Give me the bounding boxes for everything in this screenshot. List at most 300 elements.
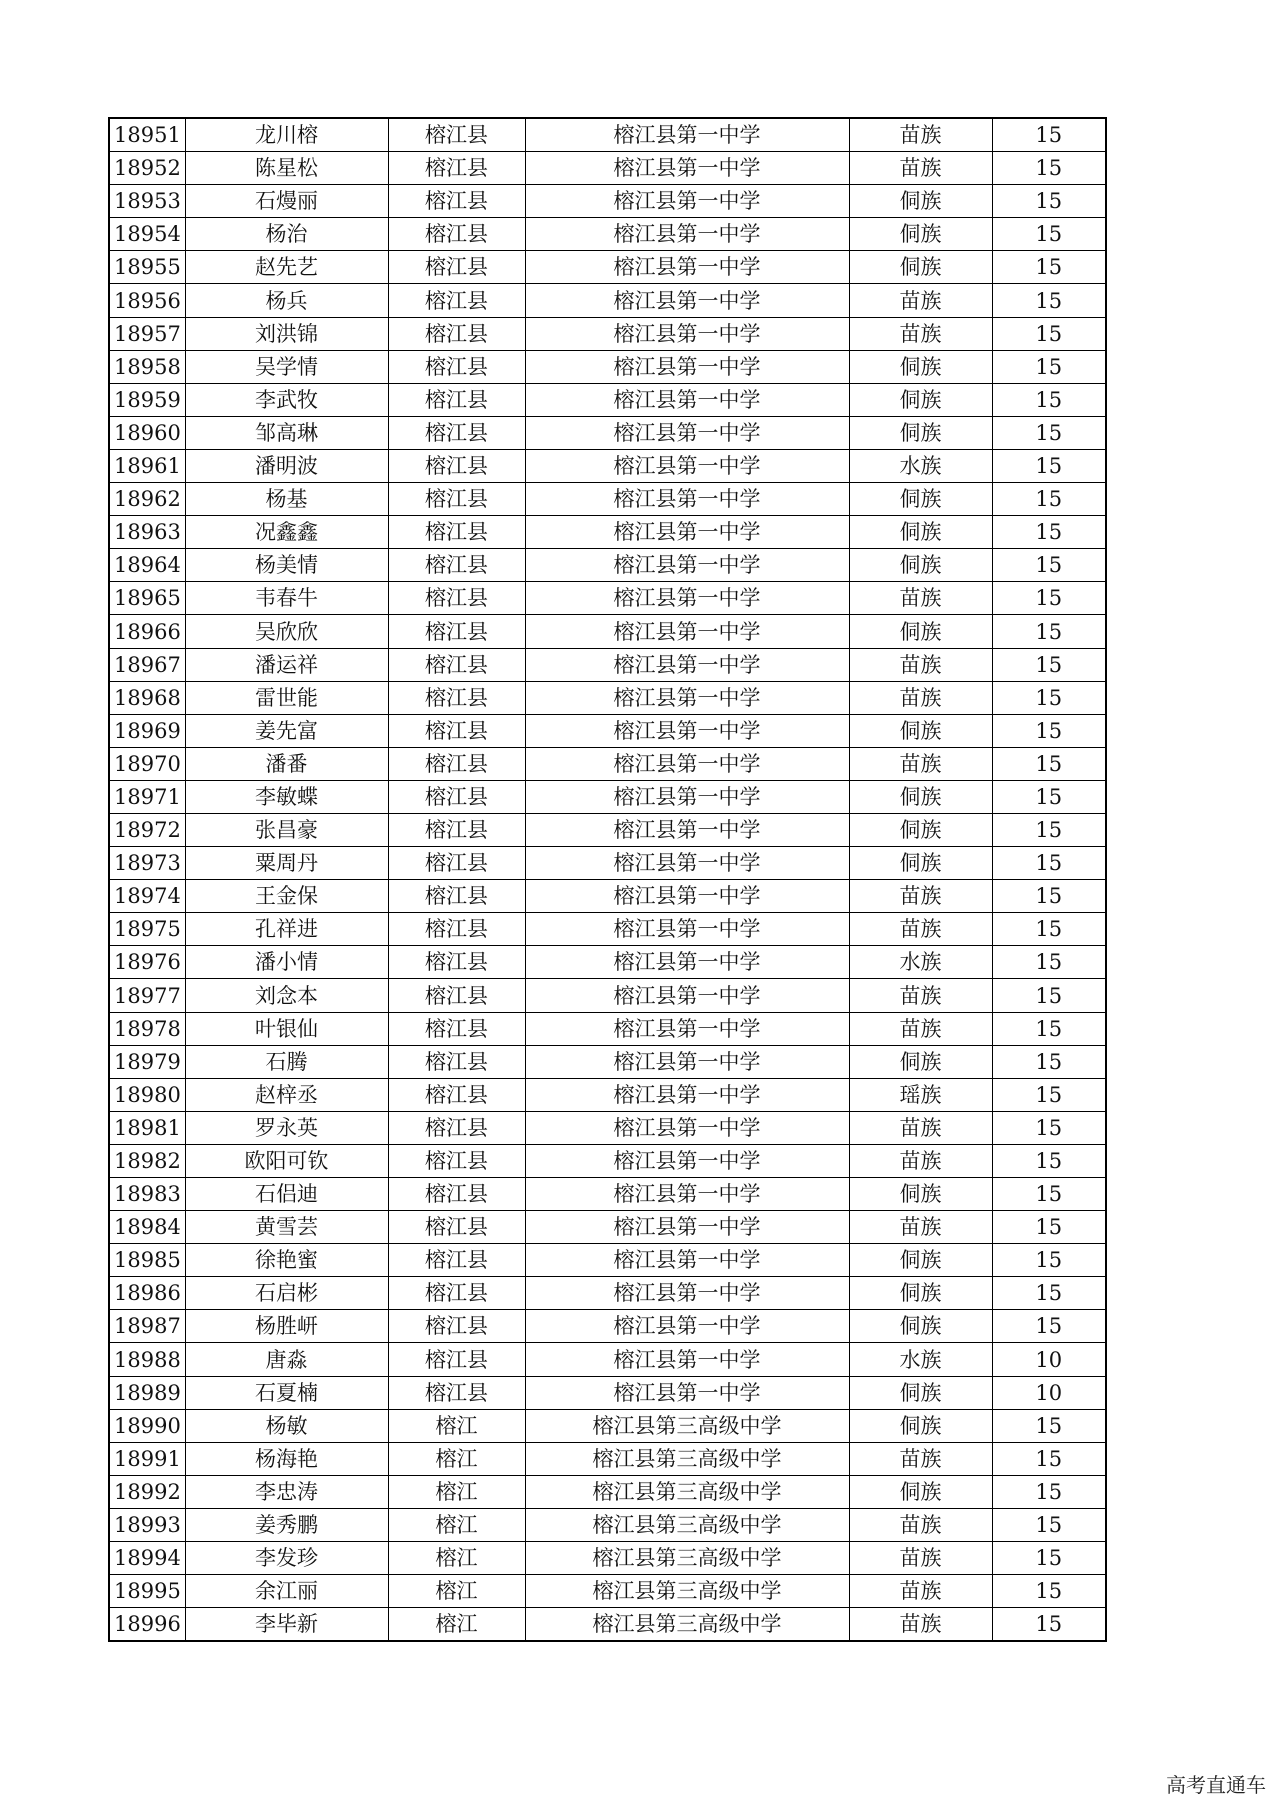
county-cell: 榕江县: [388, 1012, 525, 1045]
score-cell: 15: [992, 549, 1106, 582]
table-row: [109, 1078, 1106, 1111]
table-row: [109, 1244, 1106, 1277]
score-cell: 15: [992, 152, 1106, 185]
score-cell: 15: [992, 416, 1106, 449]
county-cell: 榕江县: [388, 1310, 525, 1343]
school-cell: 榕江县第三高级中学: [525, 1575, 849, 1608]
score-cell: 15: [992, 1409, 1106, 1442]
score-cell: 15: [992, 118, 1106, 152]
id-cell: 18960: [109, 416, 185, 449]
ethnicity-cell: 苗族: [849, 1442, 992, 1475]
id-cell: 18952: [109, 152, 185, 185]
score-cell: 15: [992, 1475, 1106, 1508]
school-cell: 榕江县第一中学: [525, 251, 849, 284]
score-cell: 15: [992, 813, 1106, 846]
school-cell: 榕江县第一中学: [525, 483, 849, 516]
county-cell: 榕江县: [388, 1045, 525, 1078]
id-cell: 18961: [109, 449, 185, 482]
name-cell: 孔祥进: [185, 913, 388, 946]
ethnicity-cell: 苗族: [849, 1211, 992, 1244]
county-cell: 榕江县: [388, 979, 525, 1012]
county-cell: 榕江县: [388, 1244, 525, 1277]
county-cell: 榕江县: [388, 1144, 525, 1177]
name-cell: 杨治: [185, 218, 388, 251]
table-row: [109, 416, 1106, 449]
school-cell: 榕江县第一中学: [525, 648, 849, 681]
id-cell: 18991: [109, 1442, 185, 1475]
county-cell: 榕江县: [388, 780, 525, 813]
ethnicity-cell: 侗族: [849, 1178, 992, 1211]
county-cell: 榕江县: [388, 913, 525, 946]
name-cell: 陈星松: [185, 152, 388, 185]
school-cell: 榕江县第一中学: [525, 1178, 849, 1211]
score-cell: 15: [992, 350, 1106, 383]
id-cell: 18963: [109, 516, 185, 549]
name-cell: 石启彬: [185, 1277, 388, 1310]
id-cell: 18970: [109, 747, 185, 780]
school-cell: 榕江县第一中学: [525, 1277, 849, 1310]
ethnicity-cell: 苗族: [849, 747, 992, 780]
ethnicity-cell: 苗族: [849, 1111, 992, 1144]
score-cell: 15: [992, 383, 1106, 416]
county-cell: 榕江县: [388, 317, 525, 350]
score-cell: 15: [992, 880, 1106, 913]
county-cell: 榕江: [388, 1508, 525, 1541]
score-cell: 15: [992, 780, 1106, 813]
id-cell: 18981: [109, 1111, 185, 1144]
county-cell: 榕江县: [388, 118, 525, 152]
table-row: [109, 185, 1106, 218]
score-cell: 15: [992, 615, 1106, 648]
ethnicity-cell: 苗族: [849, 1508, 992, 1541]
name-cell: 潘运祥: [185, 648, 388, 681]
school-cell: 榕江县第一中学: [525, 615, 849, 648]
county-cell: 榕江县: [388, 582, 525, 615]
score-cell: 15: [992, 979, 1106, 1012]
table-body: [109, 118, 1106, 1641]
score-cell: 15: [992, 714, 1106, 747]
school-cell: 榕江县第一中学: [525, 714, 849, 747]
county-cell: 榕江县: [388, 880, 525, 913]
table-row: [109, 1211, 1106, 1244]
ethnicity-cell: 苗族: [849, 1144, 992, 1177]
id-cell: 18967: [109, 648, 185, 681]
table-row: [109, 1045, 1106, 1078]
school-cell: 榕江县第三高级中学: [525, 1475, 849, 1508]
school-cell: 榕江县第一中学: [525, 1244, 849, 1277]
score-cell: 15: [992, 1078, 1106, 1111]
county-cell: 榕江县: [388, 714, 525, 747]
name-cell: 杨海艳: [185, 1442, 388, 1475]
score-cell: 15: [992, 747, 1106, 780]
table-row: [109, 615, 1106, 648]
score-cell: 15: [992, 317, 1106, 350]
id-cell: 18972: [109, 813, 185, 846]
name-cell: 欧阳可钦: [185, 1144, 388, 1177]
school-cell: 榕江县第一中学: [525, 1111, 849, 1144]
score-cell: 15: [992, 681, 1106, 714]
name-cell: 李敏蝶: [185, 780, 388, 813]
table-row: [109, 1475, 1106, 1508]
table-row: [109, 218, 1106, 251]
ethnicity-cell: 侗族: [849, 714, 992, 747]
county-cell: 榕江: [388, 1608, 525, 1642]
school-cell: 榕江县第一中学: [525, 1078, 849, 1111]
county-cell: 榕江: [388, 1542, 525, 1575]
school-cell: 榕江县第一中学: [525, 218, 849, 251]
ethnicity-cell: 侗族: [849, 615, 992, 648]
score-cell: 15: [992, 483, 1106, 516]
school-cell: 榕江县第一中学: [525, 516, 849, 549]
id-cell: 18990: [109, 1409, 185, 1442]
ethnicity-cell: 苗族: [849, 913, 992, 946]
name-cell: 龙川榕: [185, 118, 388, 152]
name-cell: 况鑫鑫: [185, 516, 388, 549]
ethnicity-cell: 侗族: [849, 483, 992, 516]
id-cell: 18986: [109, 1277, 185, 1310]
county-cell: 榕江县: [388, 1111, 525, 1144]
name-cell: 吴学情: [185, 350, 388, 383]
school-cell: 榕江县第三高级中学: [525, 1542, 849, 1575]
id-cell: 18992: [109, 1475, 185, 1508]
score-cell: 15: [992, 946, 1106, 979]
id-cell: 18957: [109, 317, 185, 350]
school-cell: 榕江县第一中学: [525, 1144, 849, 1177]
ethnicity-cell: 苗族: [849, 582, 992, 615]
ethnicity-cell: 侗族: [849, 780, 992, 813]
table-row: [109, 350, 1106, 383]
county-cell: 榕江县: [388, 1211, 525, 1244]
county-cell: 榕江: [388, 1409, 525, 1442]
county-cell: 榕江县: [388, 1078, 525, 1111]
score-cell: 15: [992, 1442, 1106, 1475]
school-cell: 榕江县第一中学: [525, 747, 849, 780]
id-cell: 18975: [109, 913, 185, 946]
name-cell: 石腾: [185, 1045, 388, 1078]
name-cell: 石夏楠: [185, 1376, 388, 1409]
score-cell: 15: [992, 1277, 1106, 1310]
ethnicity-cell: 苗族: [849, 152, 992, 185]
id-cell: 18978: [109, 1012, 185, 1045]
school-cell: 榕江县第一中学: [525, 1045, 849, 1078]
school-cell: 榕江县第一中学: [525, 449, 849, 482]
school-cell: 榕江县第三高级中学: [525, 1508, 849, 1541]
id-cell: 18966: [109, 615, 185, 648]
table-row: [109, 880, 1106, 913]
name-cell: 罗永英: [185, 1111, 388, 1144]
name-cell: 余江丽: [185, 1575, 388, 1608]
table-row: [109, 847, 1106, 880]
score-cell: 10: [992, 1376, 1106, 1409]
name-cell: 徐艳蜜: [185, 1244, 388, 1277]
table-row: [109, 1277, 1106, 1310]
score-cell: 15: [992, 1575, 1106, 1608]
county-cell: 榕江: [388, 1475, 525, 1508]
id-cell: 18980: [109, 1078, 185, 1111]
id-cell: 18993: [109, 1508, 185, 1541]
score-cell: 15: [992, 218, 1106, 251]
school-cell: 榕江县第三高级中学: [525, 1409, 849, 1442]
table-row: [109, 1442, 1106, 1475]
ethnicity-cell: 苗族: [849, 681, 992, 714]
table-row: [109, 1542, 1106, 1575]
ethnicity-cell: 苗族: [849, 1012, 992, 1045]
score-cell: 10: [992, 1343, 1106, 1376]
name-cell: 杨兵: [185, 284, 388, 317]
school-cell: 榕江县第一中学: [525, 1012, 849, 1045]
id-cell: 18971: [109, 780, 185, 813]
school-cell: 榕江县第一中学: [525, 185, 849, 218]
ethnicity-cell: 侗族: [849, 1475, 992, 1508]
id-cell: 18982: [109, 1144, 185, 1177]
score-cell: 15: [992, 913, 1106, 946]
id-cell: 18965: [109, 582, 185, 615]
id-cell: 18984: [109, 1211, 185, 1244]
school-cell: 榕江县第一中学: [525, 780, 849, 813]
score-cell: 15: [992, 1045, 1106, 1078]
table-row: [109, 1310, 1106, 1343]
table-row: [109, 284, 1106, 317]
id-cell: 18951: [109, 118, 185, 152]
table-row: [109, 549, 1106, 582]
school-cell: 榕江县第一中学: [525, 317, 849, 350]
school-cell: 榕江县第一中学: [525, 350, 849, 383]
name-cell: 李忠涛: [185, 1475, 388, 1508]
id-cell: 18974: [109, 880, 185, 913]
county-cell: 榕江县: [388, 284, 525, 317]
table-row: [109, 681, 1106, 714]
ethnicity-cell: 水族: [849, 449, 992, 482]
id-cell: 18979: [109, 1045, 185, 1078]
id-cell: 18985: [109, 1244, 185, 1277]
id-cell: 18962: [109, 483, 185, 516]
id-cell: 18977: [109, 979, 185, 1012]
ethnicity-cell: 水族: [849, 1343, 992, 1376]
table-row: [109, 317, 1106, 350]
ethnicity-cell: 侗族: [849, 1277, 992, 1310]
name-cell: 姜先富: [185, 714, 388, 747]
school-cell: 榕江县第一中学: [525, 416, 849, 449]
county-cell: 榕江县: [388, 681, 525, 714]
county-cell: 榕江县: [388, 218, 525, 251]
table-row: [109, 1111, 1106, 1144]
county-cell: 榕江县: [388, 152, 525, 185]
county-cell: 榕江县: [388, 1277, 525, 1310]
ethnicity-cell: 侗族: [849, 416, 992, 449]
county-cell: 榕江县: [388, 483, 525, 516]
county-cell: 榕江县: [388, 350, 525, 383]
ethnicity-cell: 苗族: [849, 1575, 992, 1608]
ethnicity-cell: 侗族: [849, 218, 992, 251]
name-cell: 石侣迪: [185, 1178, 388, 1211]
score-cell: 15: [992, 1012, 1106, 1045]
ethnicity-cell: 侗族: [849, 813, 992, 846]
table-row: [109, 251, 1106, 284]
county-cell: 榕江县: [388, 516, 525, 549]
ethnicity-cell: 侗族: [849, 1376, 992, 1409]
ethnicity-cell: 苗族: [849, 317, 992, 350]
score-cell: 15: [992, 1508, 1106, 1541]
table-row: [109, 648, 1106, 681]
name-cell: 刘洪锦: [185, 317, 388, 350]
score-cell: 15: [992, 284, 1106, 317]
id-cell: 18973: [109, 847, 185, 880]
name-cell: 赵梓丞: [185, 1078, 388, 1111]
name-cell: 刘念本: [185, 979, 388, 1012]
name-cell: 李武牧: [185, 383, 388, 416]
table-row: [109, 813, 1106, 846]
name-cell: 石熳丽: [185, 185, 388, 218]
table-row: [109, 118, 1106, 152]
ethnicity-cell: 瑶族: [849, 1078, 992, 1111]
county-cell: 榕江县: [388, 946, 525, 979]
score-cell: 15: [992, 1111, 1106, 1144]
ethnicity-cell: 苗族: [849, 880, 992, 913]
name-cell: 李发珍: [185, 1542, 388, 1575]
ethnicity-cell: 侗族: [849, 350, 992, 383]
county-cell: 榕江: [388, 1575, 525, 1608]
ethnicity-cell: 侗族: [849, 251, 992, 284]
id-cell: 18988: [109, 1343, 185, 1376]
county-cell: 榕江县: [388, 813, 525, 846]
county-cell: 榕江县: [388, 416, 525, 449]
ethnicity-cell: 侗族: [849, 1310, 992, 1343]
school-cell: 榕江县第一中学: [525, 1310, 849, 1343]
id-cell: 18954: [109, 218, 185, 251]
score-cell: 15: [992, 1608, 1106, 1642]
county-cell: 榕江县: [388, 747, 525, 780]
table-row: [109, 582, 1106, 615]
county-cell: 榕江县: [388, 1376, 525, 1409]
name-cell: 王金保: [185, 880, 388, 913]
id-cell: 18955: [109, 251, 185, 284]
id-cell: 18958: [109, 350, 185, 383]
score-cell: 15: [992, 1310, 1106, 1343]
name-cell: 叶银仙: [185, 1012, 388, 1045]
school-cell: 榕江县第一中学: [525, 946, 849, 979]
table-row: [109, 1343, 1106, 1376]
ethnicity-cell: 苗族: [849, 979, 992, 1012]
county-cell: 榕江县: [388, 1343, 525, 1376]
school-cell: 榕江县第一中学: [525, 813, 849, 846]
ethnicity-cell: 苗族: [849, 284, 992, 317]
school-cell: 榕江县第一中学: [525, 549, 849, 582]
table-row: [109, 152, 1106, 185]
score-cell: 15: [992, 1144, 1106, 1177]
score-cell: 15: [992, 847, 1106, 880]
school-cell: 榕江县第一中学: [525, 582, 849, 615]
name-cell: 潘明波: [185, 449, 388, 482]
table-row: [109, 383, 1106, 416]
ethnicity-cell: 侗族: [849, 1045, 992, 1078]
school-cell: 榕江县第一中学: [525, 847, 849, 880]
score-cell: 15: [992, 516, 1106, 549]
id-cell: 18995: [109, 1575, 185, 1608]
id-cell: 18969: [109, 714, 185, 747]
score-cell: 15: [992, 449, 1106, 482]
id-cell: 18996: [109, 1608, 185, 1642]
ethnicity-cell: 水族: [849, 946, 992, 979]
county-cell: 榕江县: [388, 847, 525, 880]
name-cell: 潘小情: [185, 946, 388, 979]
school-cell: 榕江县第一中学: [525, 118, 849, 152]
school-cell: 榕江县第一中学: [525, 152, 849, 185]
county-cell: 榕江县: [388, 615, 525, 648]
county-cell: 榕江县: [388, 549, 525, 582]
county-cell: 榕江县: [388, 449, 525, 482]
table-row: [109, 483, 1106, 516]
school-cell: 榕江县第一中学: [525, 1376, 849, 1409]
ethnicity-cell: 侗族: [849, 516, 992, 549]
table-row: [109, 1508, 1106, 1541]
id-cell: 18987: [109, 1310, 185, 1343]
name-cell: 韦春牛: [185, 582, 388, 615]
table-row: [109, 714, 1106, 747]
county-cell: 榕江县: [388, 251, 525, 284]
school-cell: 榕江县第一中学: [525, 979, 849, 1012]
table-row: [109, 1376, 1106, 1409]
table-row: [109, 946, 1106, 979]
table-row: [109, 1012, 1106, 1045]
ethnicity-cell: 苗族: [849, 1542, 992, 1575]
table-row: [109, 1409, 1106, 1442]
name-cell: 邹高琳: [185, 416, 388, 449]
student-table: [108, 117, 1107, 1642]
ethnicity-cell: 侗族: [849, 1244, 992, 1277]
ethnicity-cell: 侗族: [849, 185, 992, 218]
name-cell: 唐淼: [185, 1343, 388, 1376]
table-row: [109, 1178, 1106, 1211]
score-cell: 15: [992, 582, 1106, 615]
ethnicity-cell: 苗族: [849, 648, 992, 681]
county-cell: 榕江县: [388, 648, 525, 681]
school-cell: 榕江县第一中学: [525, 1211, 849, 1244]
ethnicity-cell: 苗族: [849, 1608, 992, 1642]
table-row: [109, 747, 1106, 780]
county-cell: 榕江县: [388, 383, 525, 416]
name-cell: 李毕新: [185, 1608, 388, 1642]
school-cell: 榕江县第一中学: [525, 913, 849, 946]
score-cell: 15: [992, 1542, 1106, 1575]
id-cell: 18983: [109, 1178, 185, 1211]
ethnicity-cell: 侗族: [849, 383, 992, 416]
name-cell: 姜秀鹏: [185, 1508, 388, 1541]
id-cell: 18959: [109, 383, 185, 416]
id-cell: 18956: [109, 284, 185, 317]
ethnicity-cell: 侗族: [849, 549, 992, 582]
id-cell: 18994: [109, 1542, 185, 1575]
ethnicity-cell: 侗族: [849, 847, 992, 880]
name-cell: 杨胜岍: [185, 1310, 388, 1343]
watermark-text: 高考直通车: [1166, 1773, 1266, 1797]
name-cell: 杨敏: [185, 1409, 388, 1442]
table-row: [109, 1144, 1106, 1177]
name-cell: 杨美情: [185, 549, 388, 582]
ethnicity-cell: 侗族: [849, 1409, 992, 1442]
name-cell: 潘番: [185, 747, 388, 780]
table-row: [109, 1608, 1106, 1642]
county-cell: 榕江县: [388, 1178, 525, 1211]
id-cell: 18976: [109, 946, 185, 979]
score-cell: 15: [992, 1178, 1106, 1211]
school-cell: 榕江县第三高级中学: [525, 1442, 849, 1475]
id-cell: 18968: [109, 681, 185, 714]
name-cell: 雷世能: [185, 681, 388, 714]
school-cell: 榕江县第一中学: [525, 284, 849, 317]
name-cell: 杨基: [185, 483, 388, 516]
name-cell: 吴欣欣: [185, 615, 388, 648]
county-cell: 榕江: [388, 1442, 525, 1475]
